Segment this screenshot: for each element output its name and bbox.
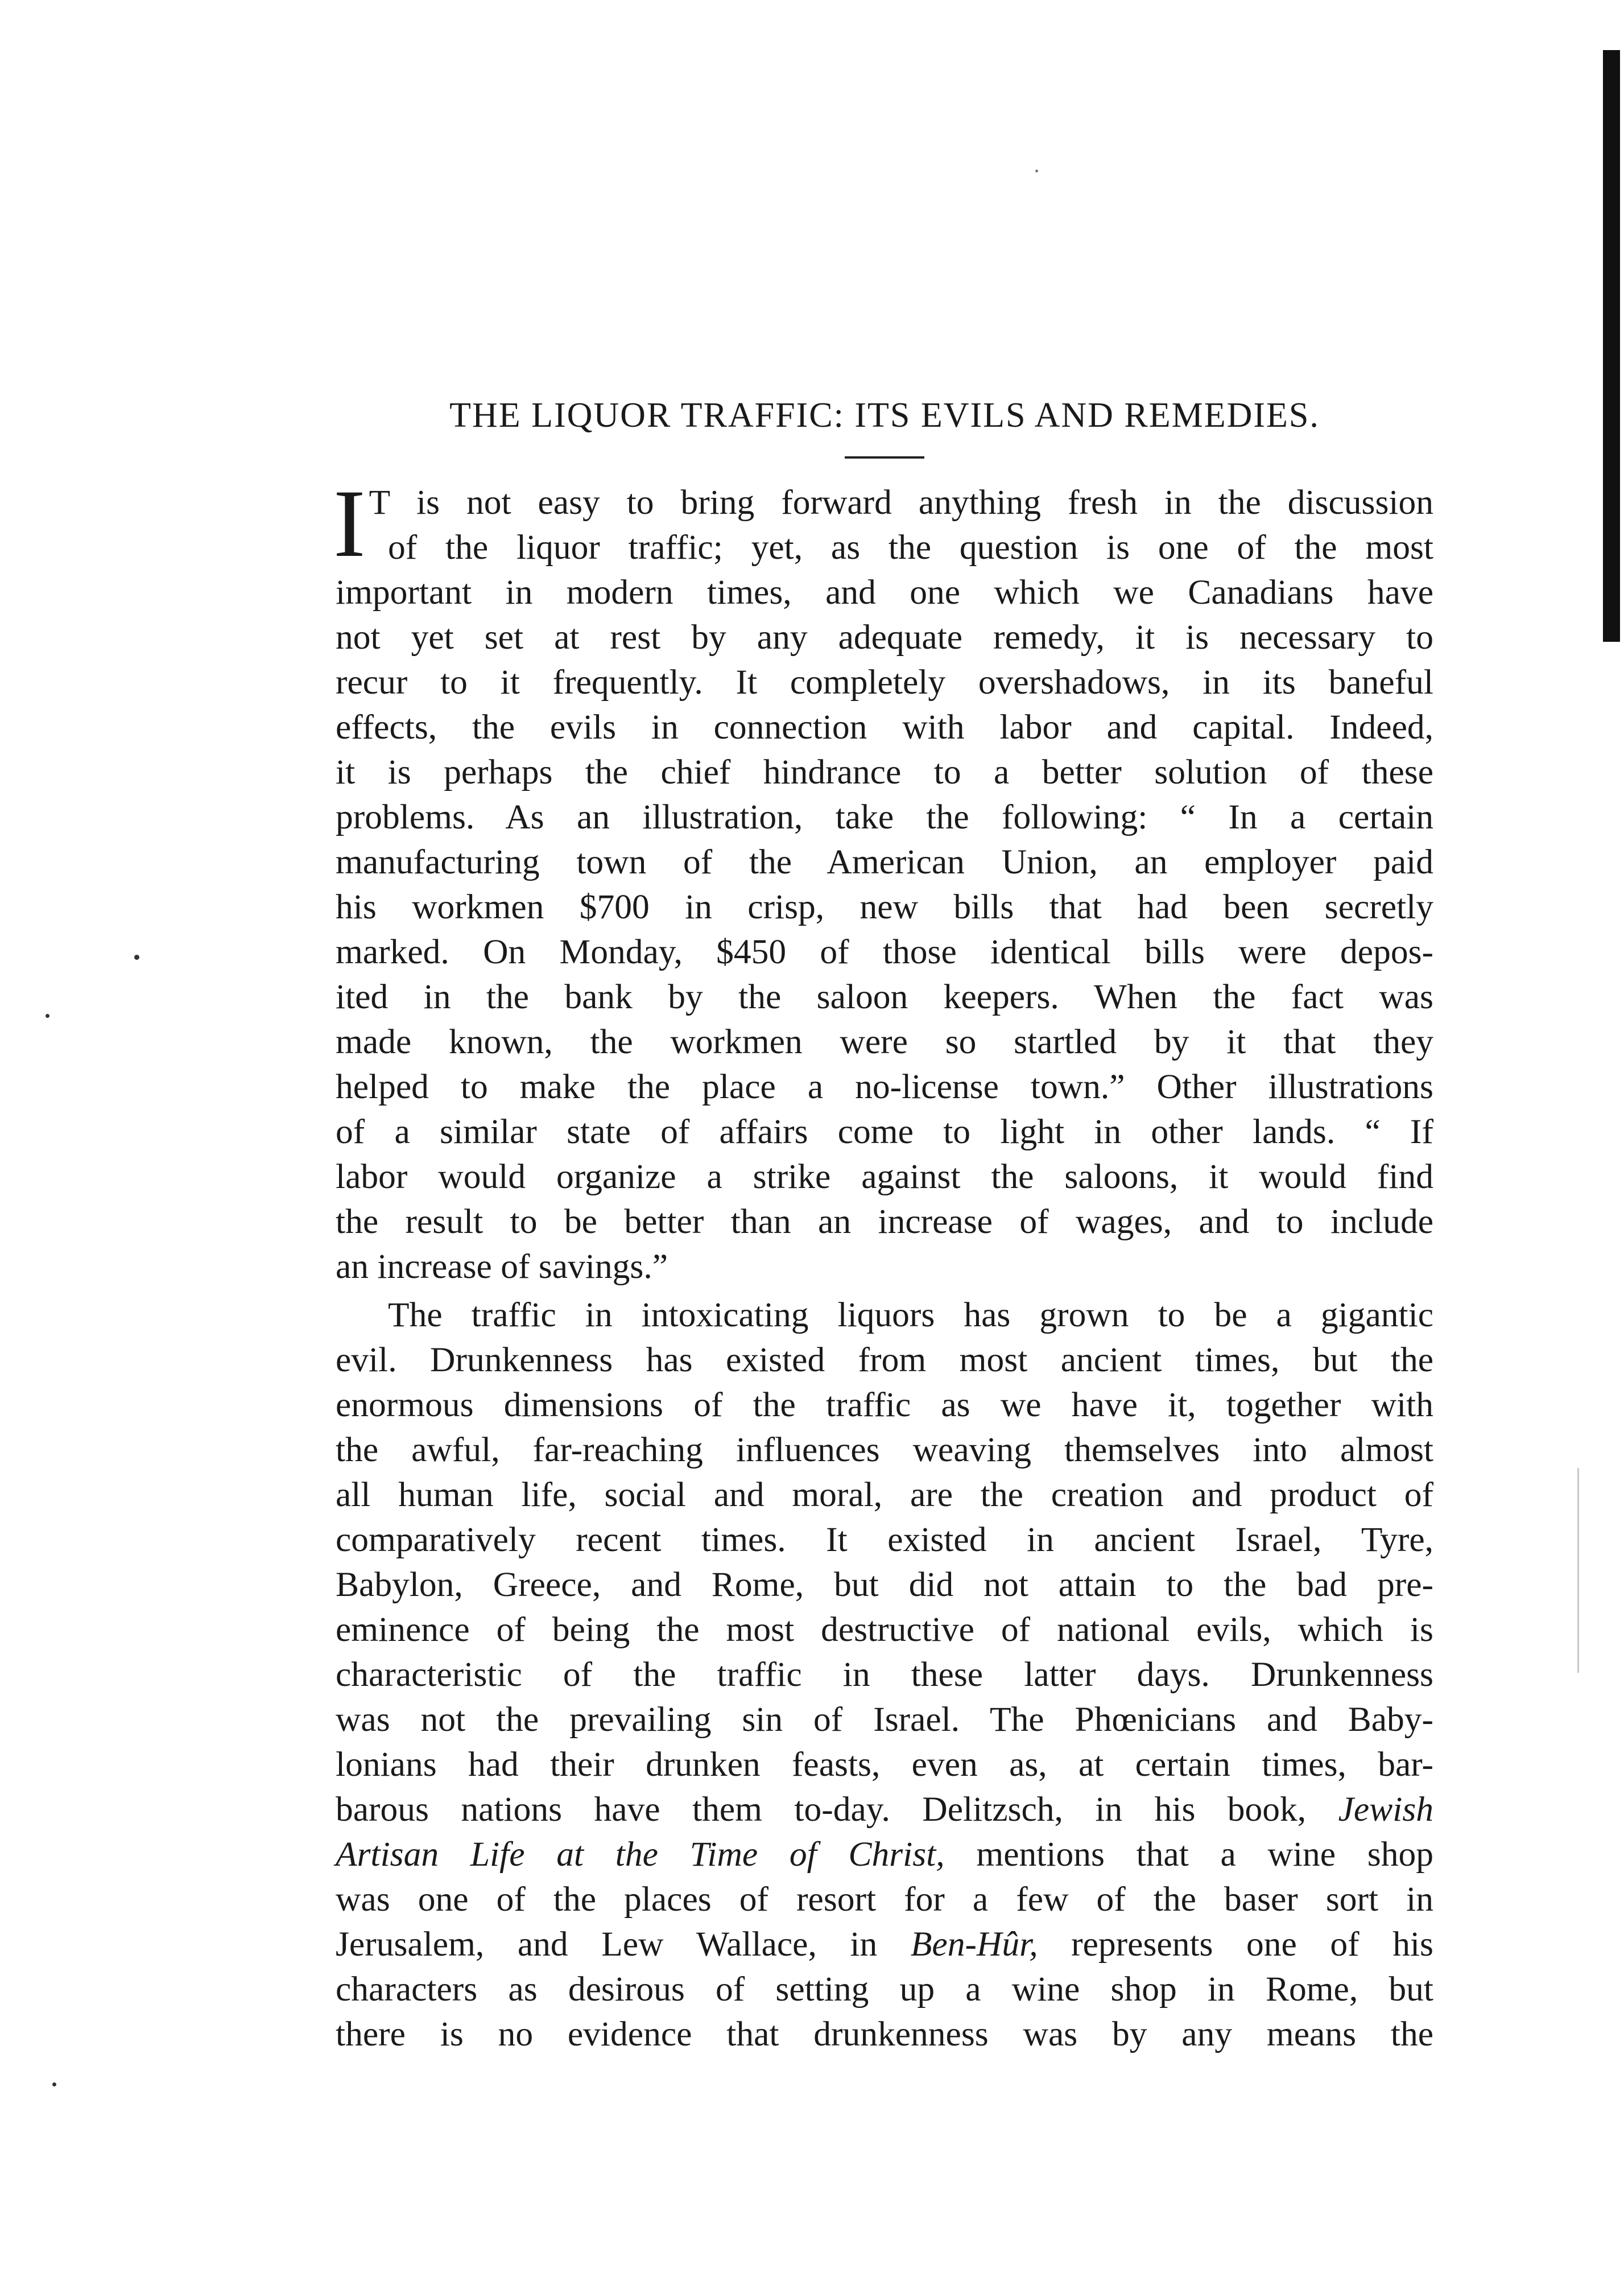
paragraph-2 <box>336 1293 1433 2057</box>
text-line: Babylon, Greece, and Rome, but did not attain to the bad pre- <box>336 1565 1433 1604</box>
text-line <box>336 1787 1433 1832</box>
text-line: manufacturing town of the American Union, an employer paid <box>336 843 1433 881</box>
text-line: was not the prevailing sin of Israel. The Phœnicians and Baby- <box>336 1700 1433 1739</box>
page-edge-line <box>1577 1468 1579 1673</box>
page-edge-shadow <box>1603 50 1620 642</box>
text-line: marked. On Monday, $450 of those identical bills were depos- <box>336 933 1433 971</box>
text-line: ited in the bank by the saloon keepers. When the fact was <box>336 977 1433 1016</box>
article <box>333 393 1434 2057</box>
text-line: an increase of savings.” <box>336 1247 668 1286</box>
text-line: comparatively recent times. It existed in ancient Israel, Tyre, <box>336 1520 1433 1559</box>
text-line: it is perhaps the chief hindrance to a better solution of these <box>336 753 1433 791</box>
ink-speck <box>52 2082 56 2086</box>
text-line: the awful, far-reaching influences weaving themselves into almost <box>336 1430 1433 1469</box>
text-line: characteristic of the traffic in these latter days. Drunkenness <box>336 1655 1433 1694</box>
text-line: enormous dimensions of the traffic as we have it, together with <box>336 1385 1433 1424</box>
text-line: recur to it frequently. It completely overshadows, in its baneful <box>336 663 1433 702</box>
ink-speck <box>46 1014 49 1018</box>
article-title: THE LIQUOR TRAFFIC: ITS EVILS AND REMEDIES. <box>449 396 1320 435</box>
text-line: T is not easy to bring forward anything fresh in the discussion <box>369 483 1433 522</box>
text-line: characters as desirous of setting up a wine shop in Rome, but <box>336 1970 1433 2008</box>
text-line: of a similar state of affairs come to light in other lands. “ If <box>336 1112 1433 1151</box>
line-text: barous nations have them to-day. Delitzsch, in his book, <box>336 1790 1307 1829</box>
text-line <box>336 1832 1433 1877</box>
text-line: was one of the places of resort for a few of the baser sort in <box>336 1880 1433 1919</box>
title-divider <box>845 456 924 459</box>
book-title-italic: Artisan Life at the Time of Christ, <box>336 1835 945 1874</box>
text-line: evil. Drunkenness has existed from most ancient times, but the <box>336 1341 1433 1379</box>
text-line: his workmen $700 in crisp, new bills that had been secretly <box>336 888 1433 926</box>
text-line <box>336 1922 1433 1967</box>
line-text: represents one of his <box>1038 1925 1433 1964</box>
text-line: of the liquor traffic; yet, as the question is one of the most <box>388 528 1433 567</box>
text-line: problems. As an illustration, take the following: “ In a certain <box>336 798 1433 836</box>
text-line: not yet set at rest by any adequate remedy, it is necessary to <box>336 618 1433 657</box>
text-line: effects, the evils in connection with labor and capital. Indeed, <box>336 708 1433 746</box>
text-line: labor would organize a strike against the saloons, it would find <box>336 1157 1433 1196</box>
book-title-italic: Jewish <box>1338 1790 1434 1829</box>
ink-speck <box>134 955 139 960</box>
book-title-italic: Ben-Hûr, <box>910 1925 1038 1964</box>
line-text: Jerusalem, and Lew Wallace, in <box>336 1925 878 1964</box>
text-line: eminence of being the most destructive of national evils, which is <box>336 1610 1433 1649</box>
text-line: all human life, social and moral, are the creation and product of <box>336 1475 1433 1514</box>
text-line: the result to be better than an increase of wages, and to include <box>336 1202 1433 1241</box>
text-line: made known, the workmen were so startled by it that they <box>336 1022 1433 1061</box>
text-line: important in modern times, and one which we Canadians have <box>336 573 1433 612</box>
line-text: mentions that a wine shop <box>944 1835 1433 1874</box>
drop-cap: I <box>333 470 366 577</box>
text-line: The traffic in intoxicating liquors has grown to be a gigantic <box>388 1296 1433 1334</box>
text-line: helped to make the place a no-license town.” Other illustrations <box>336 1067 1433 1106</box>
paragraph-1 <box>333 470 1433 1289</box>
ink-speck <box>1035 170 1038 172</box>
text-line: lonians had their drunken feasts, even as, at certain times, bar- <box>336 1745 1433 1784</box>
text-line: there is no evidence that drunkenness was by any means the <box>336 2015 1433 2053</box>
